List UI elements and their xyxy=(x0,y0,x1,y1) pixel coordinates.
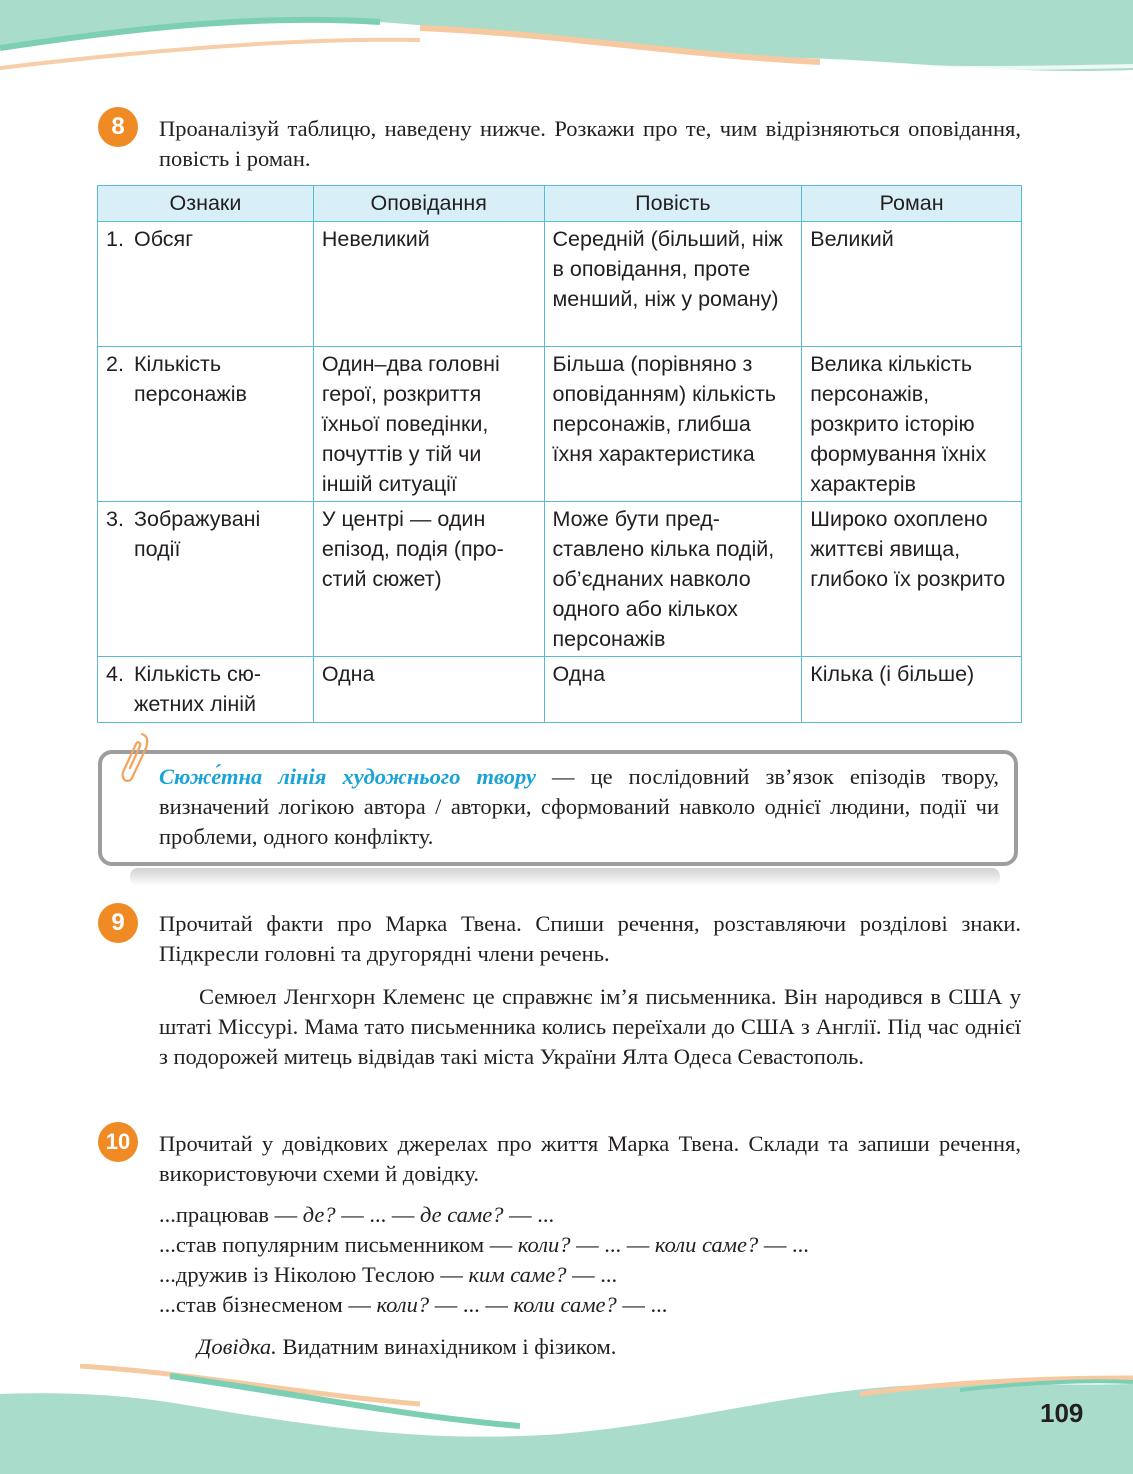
table-cell-story: Один–два головні герої, розкриття їхньої поведінки, почуттів у тій чи іншій ситуації xyxy=(313,347,544,502)
scheme-question: коли саме? xyxy=(513,1292,617,1317)
table-header-cell: Оповідання xyxy=(313,186,544,222)
page-number: 109 xyxy=(1040,1398,1084,1428)
scheme-text: — ... — xyxy=(429,1292,514,1317)
feature-text: Кількість сюжетних ліній xyxy=(134,662,262,716)
task-number-badge: 8 xyxy=(98,107,138,147)
row-number: 3. xyxy=(106,507,124,531)
scheme-text: ...працював — xyxy=(159,1202,303,1227)
table-row xyxy=(98,502,1022,657)
scheme-text: — ... xyxy=(503,1202,555,1227)
scheme-question: коли? xyxy=(376,1292,430,1317)
table-cell-novel: Широко охоплено життєві явища, глибоко їх розкрито xyxy=(802,502,1022,657)
feature-text: Кількість персонажів xyxy=(134,352,247,406)
scheme-question: коли? xyxy=(517,1232,571,1257)
scheme-text: ...став бізнесменом — xyxy=(159,1292,377,1317)
table-row xyxy=(98,657,1022,723)
task-8-instruction: Проаналізуй таблицю, наведену нижче. Розкажи про те, чим відрізняються оповідання, повість і роман. xyxy=(159,116,1021,171)
task-10-instruction: Прочитай у довідкових джерелах про життя Марка Твена. Склади та запиши речення, використовуючи схеми й довідку. xyxy=(159,1131,1021,1186)
table-row xyxy=(98,222,1022,347)
table-cell-feature xyxy=(98,347,314,502)
scheme-line xyxy=(159,1290,809,1320)
table-cell-novel: Кілька (і більше) xyxy=(802,657,1022,723)
scheme-question: де саме? xyxy=(419,1202,504,1227)
row-number: 4. xyxy=(106,662,124,686)
scheme-question: коли саме? xyxy=(654,1232,759,1257)
task-number-badge: 9 xyxy=(98,903,138,943)
feature-text: Зображувані події xyxy=(134,507,261,561)
row-number: 2. xyxy=(106,352,124,376)
scheme-question: де? xyxy=(302,1202,336,1227)
scheme-text: — ... xyxy=(758,1232,809,1257)
table-cell-novel: Великий xyxy=(802,222,1022,347)
row-number: 1. xyxy=(106,227,124,251)
table-cell-novella: Може бути представлено кілька подій, об’єднаних навколо одного або кількох персонажів xyxy=(544,502,802,657)
task-10-hint xyxy=(197,1332,1017,1362)
top-wave-decoration xyxy=(0,0,1133,110)
table-header-cell: Повість xyxy=(544,186,802,222)
definition-box-shadow xyxy=(130,868,1000,886)
table-row xyxy=(98,347,1022,502)
table-cell-novella: Більша (порівняно з оповіданням) кількість персонажів, глибша їхня характеристика xyxy=(544,347,802,502)
table-cell-novella: Середній (більший, ніж в оповідання, проте менший, ніж у роману) xyxy=(544,222,802,347)
task-9-instruction: Прочитай факти про Марка Твена. Спиши речення, розставляючи розділові знаки. Підкресли головні та другорядні члени речень. xyxy=(159,911,1021,966)
table-header-cell: Ознаки xyxy=(98,186,314,222)
comparison-table xyxy=(97,185,1022,723)
table-cell-novel: Велика кількість персонажів, розкрито історію формування їхніх характерів xyxy=(802,347,1022,502)
table-cell-story: Невеликий xyxy=(313,222,544,347)
hint-text: Видатним винахідником і фізиком. xyxy=(276,1334,617,1359)
scheme-line xyxy=(159,1200,809,1230)
table-header-row xyxy=(98,186,1022,222)
scheme-text: — ... xyxy=(566,1262,618,1287)
feature-text: Обсяг xyxy=(134,227,194,251)
table-cell-story: У центрі — один епізод, подія (простий сюжет) xyxy=(313,502,544,657)
definition-text xyxy=(159,762,999,852)
definition-term: Сюже́тна лінія художнього твору xyxy=(159,764,536,789)
task-number-badge: 10 xyxy=(98,1122,138,1162)
scheme-text: — ... — xyxy=(335,1202,420,1227)
scheme-line xyxy=(159,1260,809,1290)
bottom-wave-decoration xyxy=(0,1364,1133,1474)
scheme-line xyxy=(159,1230,809,1260)
hint-label: Довідка. xyxy=(197,1334,277,1359)
definition-body: — це послідовний зв’язок епізодів твору, визначений логікою автора / авторки, сформований навколо однієї людини, події чи проблеми, одного конфлікту. xyxy=(159,764,999,849)
scheme-text: ...дружив із Ніколою Теслою — xyxy=(159,1262,469,1287)
table-cell-feature xyxy=(98,657,314,723)
task-9-exercise-text: Семюел Ленгхорн Клеменс це справжнє ім’я письменника. Він народився в США у штаті Міссурі. Мама тато письменника колись переїхали до США з Англії. Під час однієї з подорожей митець відвідав такі міста України Ялта Одеса Севастополь. xyxy=(159,984,1021,1069)
scheme-question: ким саме? xyxy=(468,1262,567,1287)
scheme-text: — ... xyxy=(616,1292,668,1317)
scheme-text: ...став популярним письменником — xyxy=(159,1232,518,1257)
sentence-schemes xyxy=(159,1200,809,1320)
paperclip-icon xyxy=(118,728,154,784)
table-cell-story: Одна xyxy=(313,657,544,723)
table-cell-feature xyxy=(98,222,314,347)
table-header-cell: Роман xyxy=(802,186,1022,222)
scheme-text: — ... — xyxy=(570,1232,655,1257)
table-cell-feature xyxy=(98,502,314,657)
table-cell-novella: Одна xyxy=(544,657,802,723)
